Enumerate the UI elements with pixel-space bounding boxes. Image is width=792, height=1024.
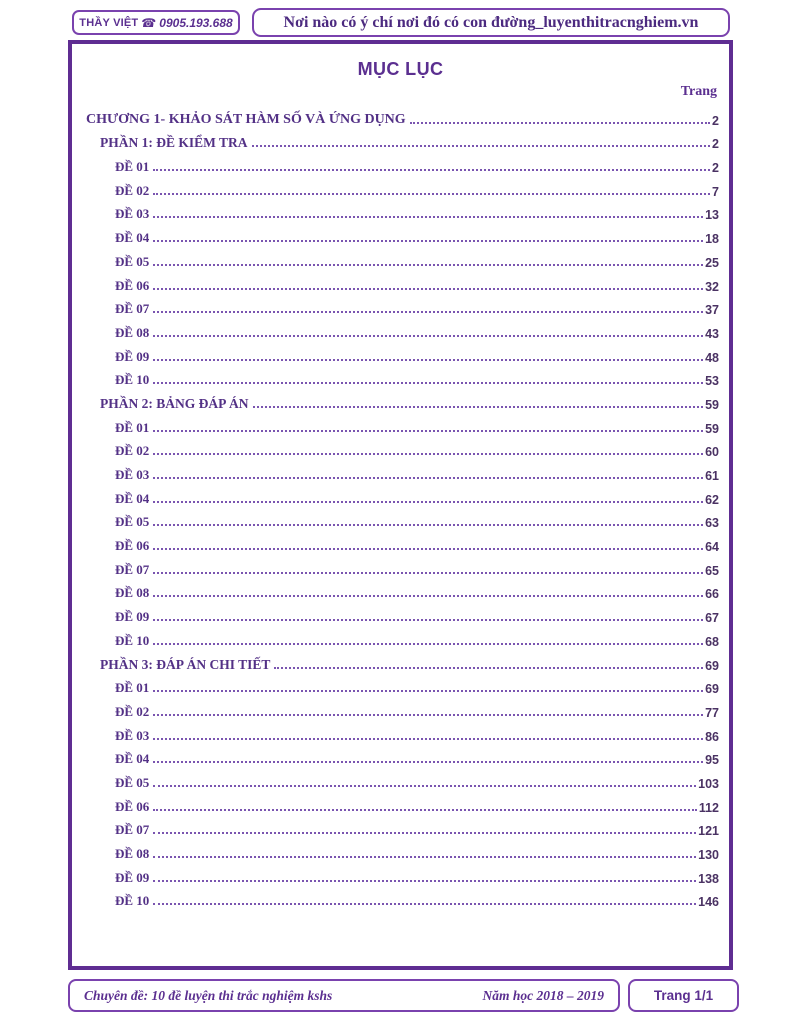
toc-entry: [72, 106, 719, 130]
toc-entry-label: ĐỀ 03: [115, 206, 150, 222]
dotted-leader: [153, 809, 697, 811]
toc-entry-page: 25: [705, 255, 719, 270]
dotted-leader: [153, 524, 703, 526]
toc-entry: [72, 248, 719, 272]
toc-entry-label: PHẦN 1: ĐỀ KIỂM TRA: [100, 135, 248, 151]
toc-entry: [72, 509, 719, 533]
dotted-leader: [153, 619, 703, 621]
header-brand-box: [72, 10, 240, 35]
toc-entry-label: ĐỀ 07: [115, 561, 150, 577]
dotted-leader: [153, 264, 703, 266]
toc-entry-page: 60: [705, 445, 719, 460]
footer-page-number: Trang 1/1: [653, 988, 714, 1003]
toc-entry-page: 43: [705, 326, 719, 341]
toc-entry-label: ĐỀ 03: [115, 727, 150, 743]
toc-entry-label: ĐỀ 05: [115, 774, 150, 790]
dotted-leader: [153, 311, 703, 313]
dotted-leader: [153, 785, 696, 787]
toc-entry: [72, 177, 719, 201]
footer-page-box: [628, 979, 739, 1012]
toc-entry: [72, 532, 719, 556]
toc-entry: [72, 888, 719, 912]
toc-entry: [72, 556, 719, 580]
toc-entry-page: 103: [698, 776, 719, 791]
brand-phone-number: 0905.193.688: [159, 15, 233, 30]
toc-entry: [72, 296, 719, 320]
toc-entry-page: 32: [705, 279, 719, 294]
toc-entry: [72, 675, 719, 699]
dotted-leader: [153, 761, 703, 763]
toc-entry-label: ĐỀ 05: [115, 253, 150, 269]
dotted-leader: [153, 193, 710, 195]
footer-info-box: [68, 979, 620, 1012]
toc-entry-page: 112: [698, 800, 719, 815]
toc-entry-label: ĐỀ 07: [115, 301, 150, 317]
toc-entry-label: ĐỀ 08: [115, 324, 150, 340]
toc-entry-page: 69: [705, 682, 719, 697]
toc-entry-label: ĐỀ 08: [115, 846, 150, 861]
page-column-label: Trang: [680, 84, 717, 99]
dotted-leader: [153, 832, 696, 834]
toc-entry: [72, 627, 719, 651]
dotted-leader: [153, 714, 703, 716]
toc-entry: [72, 485, 719, 509]
toc-entry-label: ĐỀ 07: [115, 822, 150, 838]
phone-icon: ☎: [140, 15, 158, 30]
toc-entry-label: CHƯƠNG 1- KHẢO SÁT HÀM SỐ VÀ ỨNG DỤNG: [86, 111, 406, 127]
toc-entry-label: ĐỀ 01: [115, 680, 150, 696]
toc-entry: [72, 840, 719, 864]
toc-entry-page: 65: [705, 563, 719, 578]
dotted-leader: [153, 382, 703, 384]
dotted-leader: [153, 288, 703, 290]
toc-entry-label: ĐỀ 06: [115, 277, 150, 293]
toc-entry-page: 53: [705, 374, 719, 389]
brand-name: THẦY VIỆT: [79, 16, 139, 29]
toc-entry-page: 86: [705, 729, 719, 744]
toc-entry-page: 66: [705, 587, 719, 602]
toc-entry-label: ĐỀ 04: [115, 751, 150, 767]
toc-entry-label: ĐỀ 02: [115, 182, 150, 198]
toc-entry-page: 67: [705, 611, 719, 626]
toc-entry-page: 121: [698, 824, 719, 839]
dotted-leader: [153, 477, 703, 479]
toc-entry-page: 59: [705, 421, 719, 436]
toc-entry-page: 64: [705, 540, 719, 555]
toc-entry-page: 138: [698, 871, 719, 886]
toc-entry-page: 62: [705, 492, 719, 507]
footer-school-year: Năm học 2018 – 2019: [482, 987, 604, 1003]
toc-entry: [72, 130, 719, 154]
dotted-leader: [410, 122, 710, 124]
toc-entry: [72, 224, 719, 248]
dotted-leader: [274, 667, 703, 669]
dotted-leader: [153, 240, 703, 242]
toc-entry: [72, 817, 719, 841]
header-slogan-box: [252, 8, 730, 37]
toc-entry-page: 2: [712, 161, 719, 176]
toc-title: MỤC LỤC: [357, 59, 444, 79]
slogan-text: Nơi nào có ý chí nơi đó có con đường_luyenthitracnghiem.vn: [283, 13, 699, 31]
toc-entry: [72, 698, 719, 722]
dotted-leader: [153, 738, 703, 740]
toc-entry-label: ĐỀ 09: [115, 609, 150, 625]
dotted-leader: [153, 430, 703, 432]
dotted-leader: [153, 690, 703, 692]
dotted-leader: [153, 335, 703, 337]
toc-entry-label: ĐỀ 02: [115, 443, 150, 459]
toc-entry-page: 95: [705, 753, 719, 768]
toc-entry: [72, 793, 719, 817]
toc-entry-page: 130: [698, 848, 719, 862]
toc-entry: [72, 153, 719, 177]
toc-entry: [72, 746, 719, 770]
dotted-leader: [153, 548, 703, 550]
toc-entry-page: 2: [712, 137, 719, 152]
dotted-leader: [153, 169, 710, 171]
toc-entry: [72, 769, 719, 793]
toc-entry: [72, 272, 719, 296]
toc-entry: [72, 201, 719, 225]
toc-entry: [72, 722, 719, 746]
dotted-leader: [252, 145, 711, 147]
dotted-leader: [253, 406, 704, 408]
toc-entry: [72, 414, 719, 438]
toc-entry-label: ĐỀ 10: [115, 372, 150, 388]
toc-entry-label: PHẦN 2: BẢNG ĐÁP ÁN: [100, 395, 249, 411]
toc-entry-label: ĐỀ 04: [115, 230, 150, 246]
toc-entry: [72, 580, 719, 604]
toc-entry-page: 48: [705, 350, 719, 365]
dotted-leader: [153, 216, 703, 218]
toc-entry-label: ĐỀ 06: [115, 538, 150, 554]
toc-entry-label: ĐỀ 02: [115, 703, 150, 719]
toc-entry: [72, 461, 719, 485]
footer-topic: Chuyên đề: 10 đề luyện thi trắc nghiệm kshs: [84, 987, 333, 1003]
toc-entry: [72, 343, 719, 367]
toc-entry-page: 37: [705, 303, 719, 318]
toc-entry-label: ĐỀ 03: [115, 467, 150, 482]
toc-entry-label: ĐỀ 10: [115, 632, 150, 648]
toc-entry-page: 2: [712, 113, 719, 128]
toc-entry: [72, 651, 719, 675]
dotted-leader: [153, 453, 703, 455]
dotted-leader: [153, 572, 703, 574]
toc-entry-label: ĐỀ 08: [115, 585, 150, 601]
toc-entry-page: 59: [705, 397, 719, 412]
toc-entry-label: PHẦN 3: ĐÁP ÁN CHI TIẾT: [100, 656, 271, 672]
toc-entry-page: 7: [712, 184, 719, 199]
dotted-leader: [153, 903, 696, 905]
toc-entry-page: 63: [705, 516, 719, 531]
dotted-leader: [153, 643, 703, 645]
toc-entry: [72, 319, 719, 343]
dotted-leader: [153, 595, 703, 597]
dotted-leader: [153, 501, 703, 503]
toc-entry: [72, 367, 719, 391]
toc-entry: [72, 390, 719, 414]
toc-entry-page: 77: [705, 705, 719, 720]
toc-entry-label: ĐỀ 01: [115, 419, 150, 435]
toc-entry: [72, 438, 719, 462]
toc-list: [72, 106, 729, 911]
toc-entry-label: ĐỀ 01: [115, 159, 150, 175]
dotted-leader: [153, 359, 703, 361]
toc-page-frame: [68, 40, 733, 970]
toc-entry-page: 146: [698, 895, 719, 910]
toc-entry: [72, 603, 719, 627]
dotted-leader: [153, 880, 696, 882]
dotted-leader: [153, 856, 696, 858]
toc-entry-label: ĐỀ 09: [115, 348, 150, 364]
toc-entry-label: ĐỀ 09: [115, 869, 150, 885]
toc-entry-label: ĐỀ 05: [115, 514, 150, 530]
toc-entry-page: 18: [705, 232, 719, 247]
toc-entry-label: ĐỀ 04: [115, 490, 150, 506]
toc-entry-page: 68: [705, 634, 719, 649]
toc-entry-page: 13: [705, 208, 719, 223]
toc-entry-page: 61: [705, 469, 719, 483]
toc-entry-label: ĐỀ 10: [115, 893, 150, 909]
toc-entry: [72, 864, 719, 888]
toc-entry-label: ĐỀ 06: [115, 798, 150, 814]
toc-entry-page: 69: [705, 658, 719, 673]
